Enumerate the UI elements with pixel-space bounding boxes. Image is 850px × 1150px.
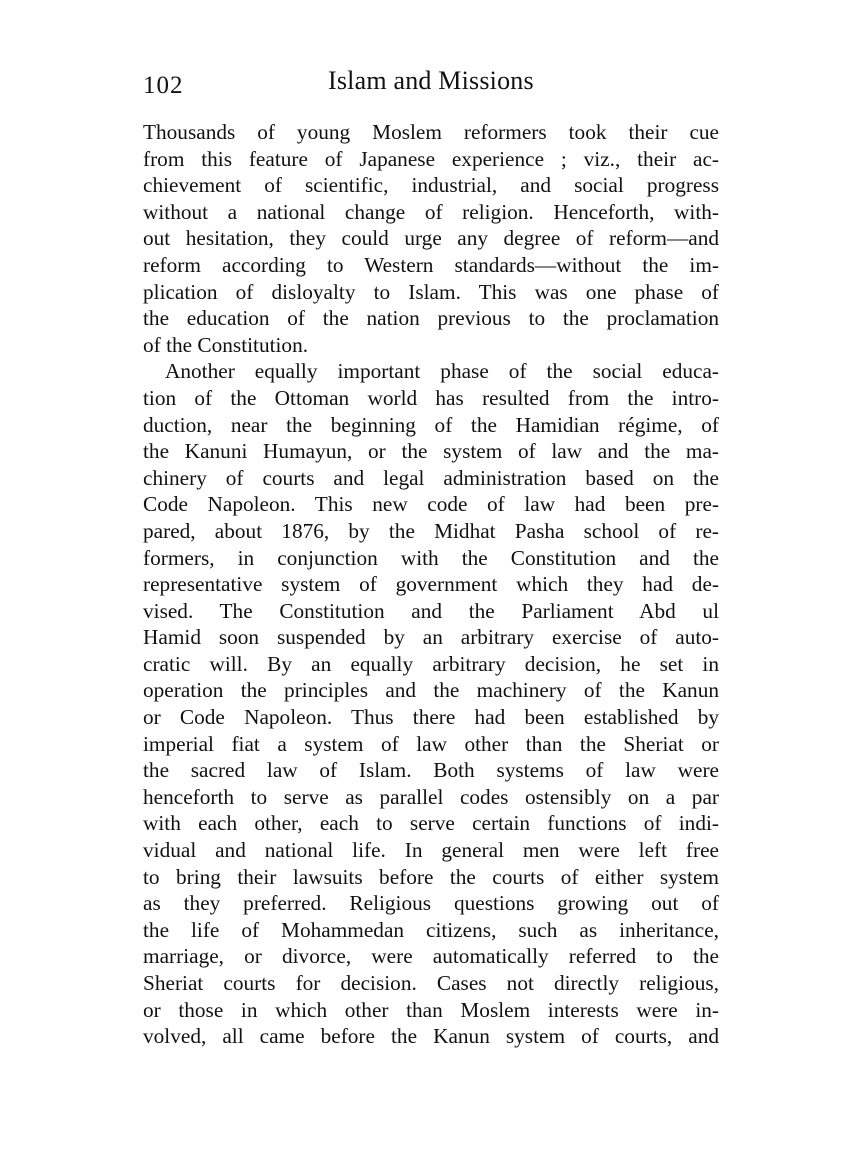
text-line: tion of the Ottoman world has resulted from the intro- bbox=[143, 385, 719, 410]
text-line: volved, all came before the Kanun system of courts, and bbox=[143, 1024, 719, 1049]
text-line: from this feature of Japanese experience ; viz., their ac- bbox=[143, 146, 719, 171]
text-line: Thousands of young Moslem reformers took their cue bbox=[143, 120, 719, 144]
text-line: imperial fiat a system of law other than the Sheriat or bbox=[143, 731, 719, 756]
text-line: Code Napoleon. This new code of law had been pre- bbox=[143, 492, 719, 517]
text-line: representative system of government which they had de- bbox=[143, 572, 719, 597]
text-line: of the Constitution. bbox=[143, 332, 309, 357]
text-line: pared, about 1876, by the Midhat Pasha school of re- bbox=[143, 518, 719, 543]
text-line: vised. The Constitution and the Parliament Abd ul bbox=[143, 598, 719, 623]
text-line: or those in which other than Moslem interests were in- bbox=[143, 997, 719, 1022]
text-line: duction, near the beginning of the Hamidian régime, of bbox=[143, 412, 719, 437]
text-line: chinery of courts and legal administration based on the bbox=[143, 465, 719, 490]
text-line: without a national change of religion. Henceforth, with- bbox=[143, 199, 719, 224]
running-head bbox=[143, 66, 719, 106]
text-line: marriage, or divorce, were automatically referred to the bbox=[143, 944, 719, 969]
paragraph bbox=[143, 119, 719, 358]
body-text bbox=[143, 119, 719, 1050]
text-line: chievement of scientific, industrial, and social progress bbox=[143, 173, 719, 198]
text-line: Sheriat courts for decision. Cases not directly religious, bbox=[143, 971, 719, 995]
running-title: Islam and Missions bbox=[328, 66, 534, 95]
text-line: operation the principles and the machinery of the Kanun bbox=[143, 678, 719, 703]
text-line: the sacred law of Islam. Both systems of law were bbox=[143, 758, 719, 783]
text-line: formers, in conjunction with the Constitution and the bbox=[143, 545, 719, 570]
text-line: the education of the nation previous to the proclamation bbox=[143, 306, 719, 331]
paragraph bbox=[143, 358, 719, 1049]
text-line: vidual and national life. In general men were left free bbox=[143, 838, 719, 863]
text-line: reform according to Western standards—without the im- bbox=[143, 252, 719, 277]
text-line: henceforth to serve as parallel codes ostensibly on a par bbox=[143, 784, 719, 809]
text-line: with each other, each to serve certain functions of indi- bbox=[143, 811, 719, 836]
text-line: the life of Mohammedan citizens, such as inheritance, bbox=[143, 917, 719, 942]
text-line: Hamid soon suspended by an arbitrary exercise of auto- bbox=[143, 625, 719, 650]
text-line: cratic will. By an equally arbitrary decision, he set in bbox=[143, 651, 719, 676]
text-line: as they preferred. Religious questions growing out of bbox=[143, 891, 719, 916]
text-line: or Code Napoleon. Thus there had been established by bbox=[143, 705, 719, 730]
text-line: to bring their lawsuits before the courts of either system bbox=[143, 864, 719, 889]
text-line: Another equally important phase of the social educa- bbox=[165, 359, 719, 384]
page-number: 102 bbox=[143, 72, 184, 99]
text-line: plication of disloyalty to Islam. This was one phase of bbox=[143, 279, 719, 304]
text-line: out hesitation, they could urge any degree of reform—and bbox=[143, 226, 719, 251]
text-line: the Kanuni Humayun, or the system of law and the ma- bbox=[143, 439, 719, 464]
